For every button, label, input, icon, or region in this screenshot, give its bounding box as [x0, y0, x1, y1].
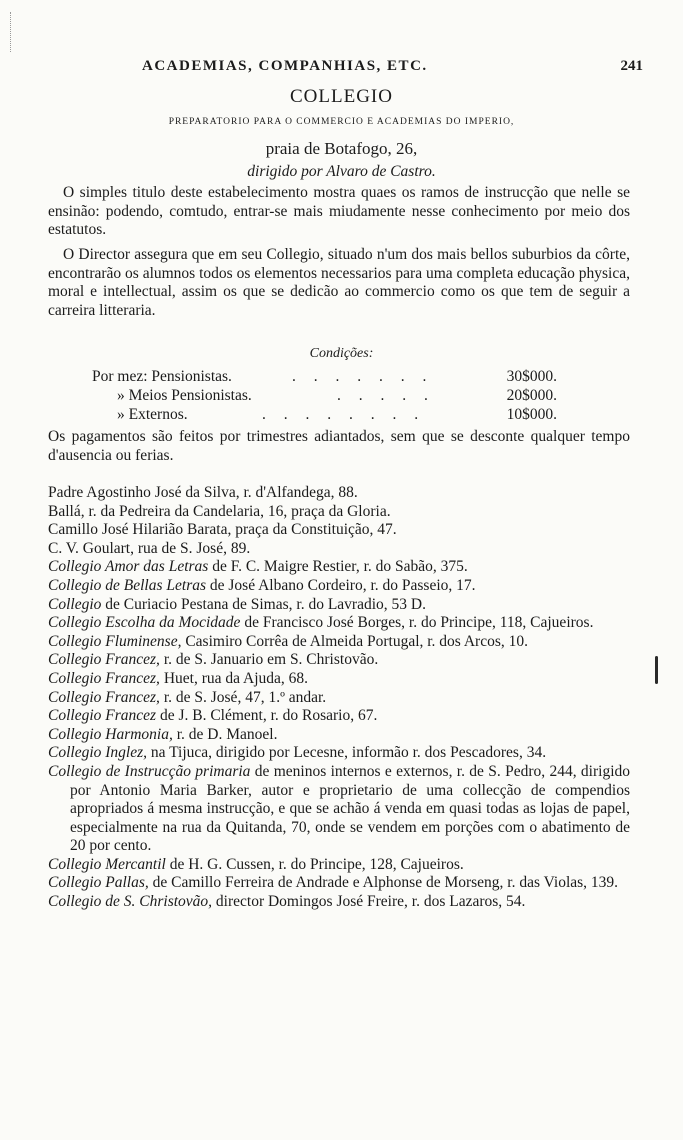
school-name: Collegio Amor das Letras	[48, 558, 209, 576]
dot-leader: . . . . . . . .	[262, 406, 426, 423]
school-name: Collegio de Instrucção primaria	[48, 762, 251, 780]
school-details: r. de D. Manoel.	[172, 725, 278, 743]
condition-label: » Meios Pensionistas.	[117, 387, 252, 404]
condition-price: 10$000.	[506, 406, 557, 423]
school-details: director Domingos José Freire, r. dos Lazaros, 54.	[212, 893, 526, 911]
school-name: Collegio Mercantil	[48, 855, 166, 873]
list-item	[48, 689, 630, 708]
school-details: de meninos internos e externos, r. de S. Pedro, 244, dirigido por Antonio Maria Barker, autor e proprietario de uma collecção de compendios apropriados á mesma instrucção, e que se achão á venda em quasi todas as lojas de papel, especialmente na rua da Quitanda, 70, onde se vendem em porções com o abatimento de 20 por cento.	[70, 762, 630, 855]
list-item	[48, 726, 630, 745]
list-item	[48, 484, 630, 503]
school-name: Collegio	[48, 595, 102, 613]
school-name: Collegio de S. Christovão,	[48, 893, 213, 911]
school-details: de F. C. Maigre Restier, r. do Sabão, 375.	[208, 558, 468, 576]
condition-row	[92, 406, 557, 425]
school-details: Padre Agostinho José da Silva, r. d'Alfandega, 88.	[48, 484, 358, 501]
condition-price: 20$000.	[506, 387, 557, 404]
school-name: Collegio Escolha da Mocidade	[48, 614, 241, 632]
margin-mark	[655, 656, 658, 684]
list-item	[48, 521, 630, 540]
list-item	[48, 744, 630, 763]
school-details: de H. G. Cussen, r. do Principe, 128, Cajueiros.	[165, 855, 464, 873]
page-header	[142, 58, 643, 80]
running-title: ACADEMIAS, COMPANHIAS, ETC.	[142, 58, 428, 74]
school-name: Collegio Francez,	[48, 688, 160, 706]
condition-price: 30$000.	[506, 368, 557, 385]
school-details: de Camillo Ferreira de Andrade e Alphonse de Morseng, r. das Violas, 139.	[148, 874, 619, 892]
list-item	[48, 651, 630, 670]
school-listing	[48, 484, 630, 912]
list-item	[48, 577, 630, 596]
list-item	[48, 763, 630, 856]
school-name: Collegio Harmonia,	[48, 725, 173, 743]
school-details: Camillo José Hilarião Barata, praça da Constituição, 47.	[48, 521, 397, 539]
school-details: r. de S. Januario em S. Christovão.	[159, 651, 379, 669]
scan-edge-mark	[10, 12, 12, 52]
school-details: de J. B. Clément, r. do Rosario, 67.	[156, 707, 378, 725]
condition-row	[92, 387, 557, 406]
list-item	[48, 558, 630, 577]
dot-leader: . . . . . . .	[292, 368, 434, 385]
director-paragraph: O Director assegura que em seu Collegio, situado n'um dos mais bellos suburbios da côrte, encontrarão os alumnos todos os elementos necessarios para uma completa educação physica, moral e intellectual, assim os que se dedicão ao commercio como os que tem de seguir a carreira litteraria.	[48, 246, 630, 319]
school-details: na Tijuca, dirigido por Lecesne, informão r. dos Pescadores, 34.	[147, 744, 547, 762]
page-number: 241	[620, 58, 643, 74]
school-details: C. V. Goulart, rua de S. José, 89.	[48, 539, 251, 557]
entry-address: praia de Botafogo, 26,	[265, 139, 418, 158]
school-details: de Curiacio Pestana de Simas, r. do Lavradio, 53 D.	[101, 595, 426, 613]
condition-label: Por mez: Pensionistas.	[92, 368, 232, 385]
list-item	[48, 614, 630, 633]
conditions-heading: Condições:	[309, 346, 374, 361]
list-item	[48, 503, 630, 522]
school-name: Collegio Fluminense,	[48, 632, 182, 650]
school-name: Collegio Pallas,	[48, 874, 149, 892]
school-details: Huet, rua da Ajuda, 68.	[159, 669, 309, 687]
condition-row	[92, 368, 557, 387]
school-details: Ballá, r. da Pedreira da Candelaria, 16, praça da Gloria.	[48, 502, 391, 520]
entry-subtitle: PREPARATORIO PARA O COMMERCIO E ACADEMIAS DO IMPERIO,	[168, 117, 515, 127]
school-name: Collegio de Bellas Letras	[48, 576, 207, 594]
school-name: Collegio Francez	[48, 707, 157, 725]
list-item	[48, 633, 630, 652]
school-details: Casimiro Corrêa de Almeida Portugal, r. dos Arcos, 10.	[181, 632, 529, 650]
list-item	[48, 670, 630, 689]
entry-director: dirigido por Alvaro de Castro.	[247, 163, 436, 180]
list-item	[48, 707, 630, 726]
description-paragraph: O simples titulo deste estabelecimento mostra quaes os ramos de instrucção que nelle se ensinão: podendo, comtudo, entrar-se mais miudamente nesse conhecimento por meio dos estatutos.	[48, 184, 630, 239]
list-item	[48, 893, 630, 912]
school-name: Collegio Francez,	[48, 669, 160, 687]
school-name: Collegio Inglez,	[48, 744, 148, 762]
dot-leader: . . . . .	[337, 387, 435, 404]
list-item	[48, 596, 630, 615]
payment-note: Os pagamentos são feitos por trimestres adiantados, sem que se desconte qualquer tempo d'ausencia ou ferias.	[48, 428, 630, 464]
entry-title: COLLEGIO	[290, 86, 393, 107]
school-details: de José Albano Cordeiro, r. do Passeio, 17.	[206, 576, 476, 594]
list-item	[48, 856, 630, 875]
school-name: Collegio Francez,	[48, 651, 160, 669]
list-item	[48, 540, 630, 559]
school-details: r. de S. José, 47, 1.º andar.	[159, 688, 327, 706]
list-item	[48, 874, 630, 893]
school-details: de Francisco José Borges, r. do Principe, 118, Cajueiros.	[240, 614, 594, 632]
condition-label: » Externos.	[117, 406, 188, 423]
